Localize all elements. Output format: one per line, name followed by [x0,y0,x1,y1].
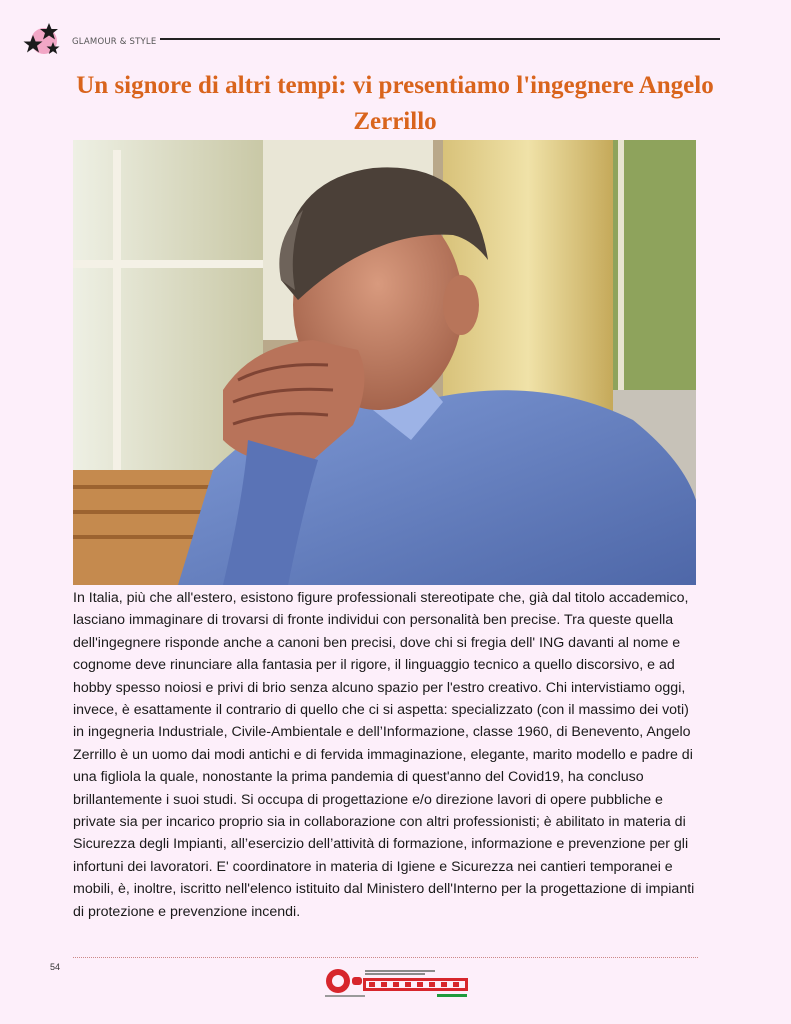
footer-divider [73,957,698,958]
section-label: GLAMOUR & STYLE [72,37,157,47]
portrait-photo [73,140,696,585]
article-body: In Italia, più che all'estero, esistono figure professionali stereotipate che, già dal titolo accademico, lasciano immaginare di trovarsi di fronte individui con personalità ben precise. Tra queste quella dell'ingegnere risponde anche a canoni ben precisi, dove chi si fregia dell' ING davanti al nome e cognome deve rinunciare alla fantasia per il rigore, il linguaggio tecnico a quello discorsivo, e ad hobby spesso noiosi e privi di brio senza alcuno spazio per l'estro creativo. Chi intervistiamo oggi, invece, è esattamente il contrario di quello che ci si aspetta: specializzato (con il massimo dei voti) in ingegneria Industriale, Civile-Ambientale e dell’Informazione, classe 1960, di Benevento, Angelo Zerrillo è un uomo dai modi antichi e di fervida immaginazione, elegante, marito modello e padre di una figliola la quale, nonostante la prima pandemia di quest'anno del Covid19, ha concluso brillantemente i suoi studi. Si occupa di progettazione e/o direzione lavori di opere pubbliche e private sia per incarico proprio sia in collaborazione con altri professionisti; è abilitato in materia di Sicurezza degli Impianti, all’esercizio dell’attività di formazione, informazione e prevenzione per gli infortuni dei lavoratori. E' coordinatore in materia di Igiene e Sicurezza nei cantieri temporanei e mobili, è, inoltre, iscritto nell'elenco istituito dal Ministero dell'Interno per la progettazione di impianti di protezione e prevenzione incendi. [73,590,695,920]
page-number: 54 [50,962,61,972]
page-header [22,20,702,60]
header-divider [160,38,720,40]
oe-magazine-logo [325,966,470,1000]
stars-logo-icon [22,20,66,60]
article-title: Un signore di altri tempi: vi presentiamo l'ingegnere Angelo Zerrillo [76,72,714,135]
